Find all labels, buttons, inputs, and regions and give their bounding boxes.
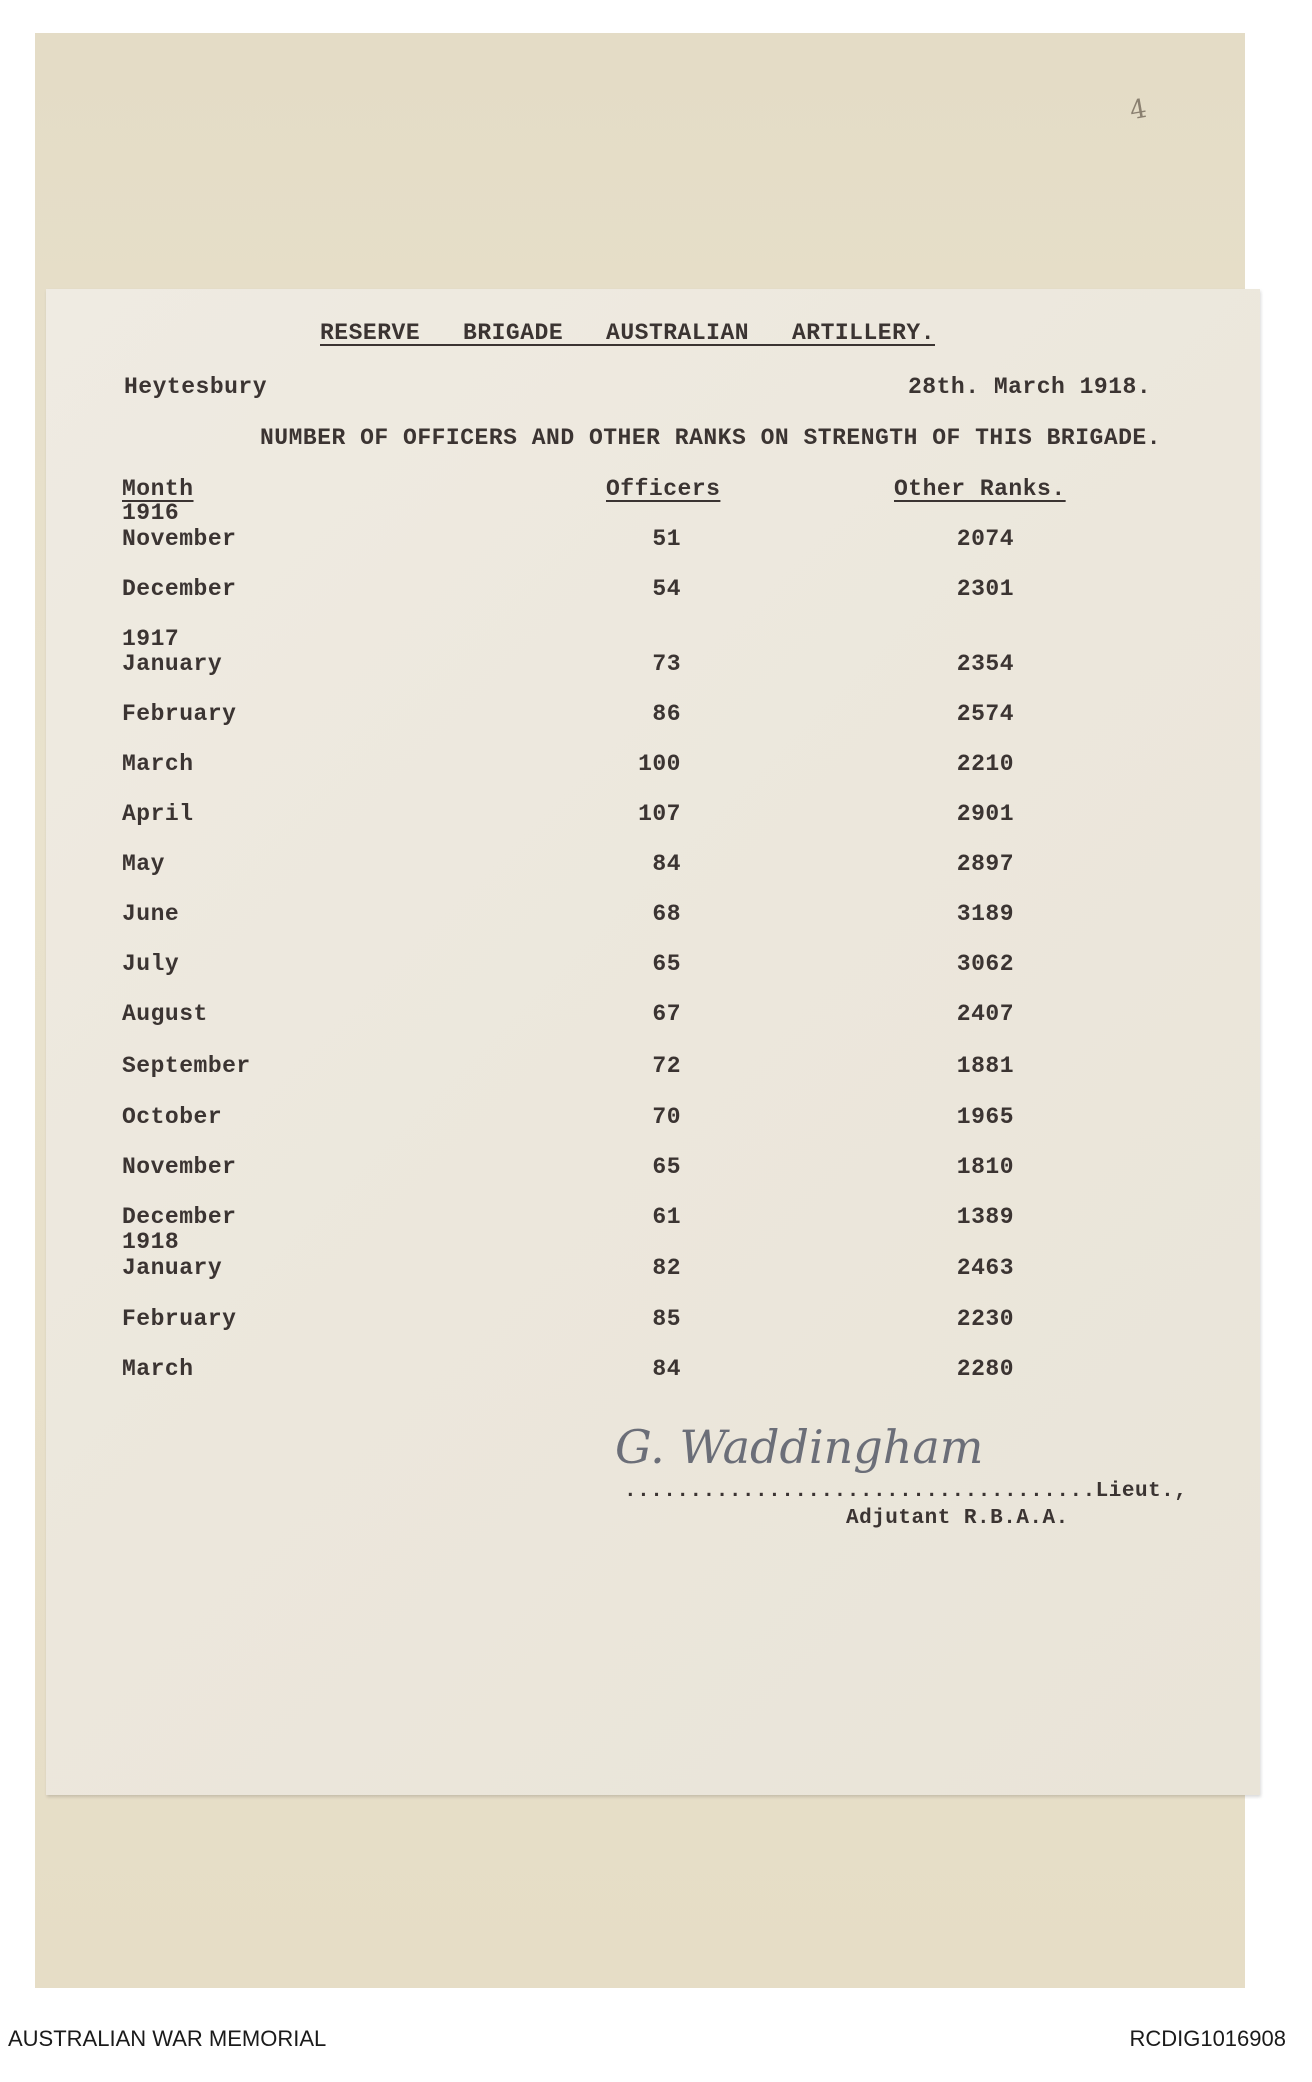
row-month: September xyxy=(122,1053,251,1079)
row-other-ranks: 1881 xyxy=(956,1053,1014,1079)
row-officers: 73 xyxy=(652,651,681,677)
row-month: April xyxy=(122,801,194,827)
row-month: May xyxy=(122,851,165,877)
row-other-ranks: 3062 xyxy=(956,951,1014,977)
row-officers: 82 xyxy=(652,1255,681,1281)
row-month: November xyxy=(122,526,237,552)
row-other-ranks: 2574 xyxy=(956,701,1014,727)
row-officers: 65 xyxy=(652,1154,681,1180)
row-month: February xyxy=(122,701,237,727)
date: 28th. March 1918. xyxy=(908,374,1152,400)
row-month: August xyxy=(122,1001,208,1027)
row-officers: 61 xyxy=(652,1204,681,1230)
row-month: March xyxy=(122,1356,194,1382)
row-officers: 84 xyxy=(652,1356,681,1382)
row-other-ranks: 2463 xyxy=(956,1255,1014,1281)
row-other-ranks: 1389 xyxy=(956,1204,1014,1230)
row-month: October xyxy=(122,1104,223,1130)
row-officers: 51 xyxy=(652,526,681,552)
row-month: February xyxy=(122,1306,237,1332)
row-officers: 86 xyxy=(652,701,681,727)
row-other-ranks: 2280 xyxy=(956,1356,1014,1382)
row-officers: 67 xyxy=(652,1001,681,1027)
row-officers: 70 xyxy=(652,1104,681,1130)
document-title: RESERVE BRIGADE AUSTRALIAN ARTILLERY. xyxy=(320,320,935,346)
row-other-ranks: 2074 xyxy=(956,526,1014,552)
row-officers: 54 xyxy=(652,576,681,602)
row-month: November xyxy=(122,1154,237,1180)
column-header-month: Month xyxy=(122,476,194,502)
row-month: June xyxy=(122,901,180,927)
row-other-ranks: 2354 xyxy=(956,651,1014,677)
year-label: 1918 xyxy=(122,1229,180,1255)
year-label: 1917 xyxy=(122,626,180,652)
row-officers: 107 xyxy=(638,801,681,827)
footer-record-id: RCDIG1016908 xyxy=(1129,2026,1286,2051)
row-officers: 72 xyxy=(652,1053,681,1079)
row-officers: 65 xyxy=(652,951,681,977)
signatory-title: Adjutant R.B.A.A. xyxy=(846,1507,1069,1530)
row-other-ranks: 1810 xyxy=(956,1154,1014,1180)
row-other-ranks: 2230 xyxy=(956,1306,1014,1332)
row-other-ranks: 2210 xyxy=(956,751,1014,777)
signature: G. Waddingham xyxy=(615,1420,984,1474)
footer-institution: AUSTRALIAN WAR MEMORIAL xyxy=(8,2026,327,2051)
row-month: January xyxy=(122,651,223,677)
table-heading: NUMBER OF OFFICERS AND OTHER RANKS ON STRENGTH OF THIS BRIGADE. xyxy=(260,425,1162,451)
row-other-ranks: 2897 xyxy=(956,851,1014,877)
row-other-ranks: 2301 xyxy=(956,576,1014,602)
row-officers: 85 xyxy=(652,1306,681,1332)
row-other-ranks: 2407 xyxy=(956,1001,1014,1027)
location: Heytesbury xyxy=(124,374,268,400)
row-month: March xyxy=(122,751,194,777)
row-officers: 100 xyxy=(638,751,681,777)
document-sheet xyxy=(46,289,1260,1795)
row-other-ranks: 3189 xyxy=(956,901,1014,927)
signature-line: ....................................Lieut., xyxy=(624,1480,1188,1503)
row-month: December xyxy=(122,576,237,602)
row-officers: 68 xyxy=(652,901,681,927)
column-header-officers: Officers xyxy=(606,476,721,502)
page-number-mark: 4 xyxy=(1127,93,1150,127)
row-month: January xyxy=(122,1255,223,1281)
row-other-ranks: 2901 xyxy=(956,801,1014,827)
row-month: December xyxy=(122,1204,237,1230)
row-officers: 84 xyxy=(652,851,681,877)
row-month: July xyxy=(122,951,180,977)
row-other-ranks: 1965 xyxy=(956,1104,1014,1130)
column-header-other-ranks: Other Ranks. xyxy=(894,476,1066,502)
year-label: 1916 xyxy=(122,500,180,526)
